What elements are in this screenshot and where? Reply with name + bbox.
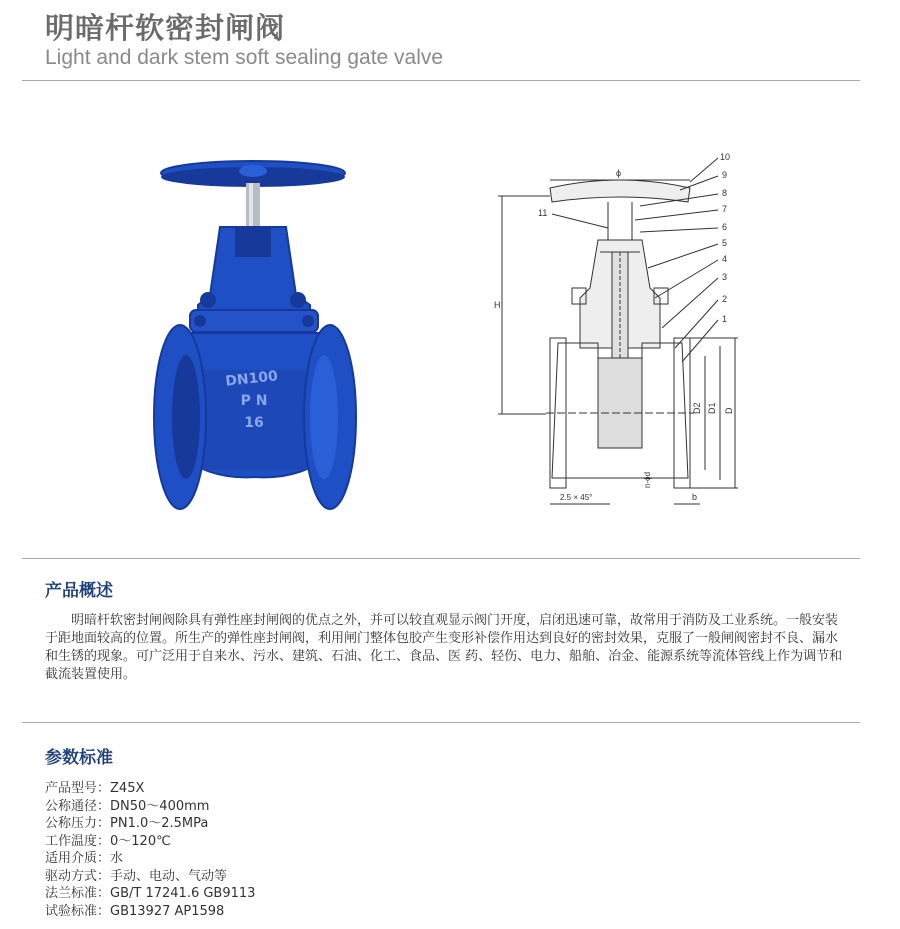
callout-label: 6 xyxy=(722,222,728,232)
param-label: 驱动方式： xyxy=(45,868,111,884)
page-title: 明暗杆软密封闸阀 xyxy=(45,11,286,45)
param-label: 产品型号： xyxy=(45,781,111,796)
dim-label: D2 xyxy=(692,402,702,414)
param-label: 公称通径： xyxy=(45,798,111,814)
param-row xyxy=(45,833,255,851)
params-list xyxy=(45,780,255,920)
casting-text: 16 xyxy=(244,415,264,431)
callout-label: 8 xyxy=(722,188,728,198)
callout-label: 5 xyxy=(722,238,728,248)
param-row xyxy=(45,850,255,868)
callout-label: 4 xyxy=(722,254,728,264)
valve-technical-drawing xyxy=(490,148,750,510)
overview-paragraph: 明暗杆软密封闸阀除具有弹性座封闸阀的优点之外，并可以较直观显示阀门开度，启闭迅速可靠，故常用于消防及工业系统。一般安装于距地面较高的位置。所生产的弹性座封闸阀，利用闸门整体包胶产生变形补偿作用达到良好的密封效果，克服了一般闸阀密封不良、漏水和生锈的现象。可广泛用于自来水、污水、建筑、石油、化工、食品、医 药、轻伤、电力、船舶、冶金、能源系统等流体管线上作为调节和截流装置使用。 xyxy=(45,613,843,682)
callout-label: 7 xyxy=(722,204,728,214)
dim-label: ϕ xyxy=(616,168,622,178)
divider xyxy=(22,558,860,559)
param-value: GB13927 AP1598 xyxy=(110,903,225,919)
param-row xyxy=(45,780,255,798)
callout-label: 2 xyxy=(722,294,728,304)
param-label: 公称压力： xyxy=(45,816,111,831)
param-label: 适用介质： xyxy=(45,851,111,866)
divider xyxy=(22,80,860,81)
param-value: DN50～400mm xyxy=(110,798,210,814)
dim-label: H xyxy=(494,300,501,310)
overview-heading: 产品概述 xyxy=(45,581,113,601)
param-row xyxy=(45,903,255,921)
params-heading: 参数标准 xyxy=(45,748,113,768)
param-value: 手动、电动、气动等 xyxy=(110,868,228,884)
param-row xyxy=(45,885,255,903)
valve-product-image xyxy=(150,155,360,515)
casting-text: P N xyxy=(240,393,268,409)
param-value: PN1.0～2.5MPa xyxy=(110,816,209,831)
param-value: GB/T 17241.6 GB9113 xyxy=(110,886,256,901)
dim-label: n-ϕd xyxy=(643,471,652,488)
param-label: 工作温度： xyxy=(45,833,111,849)
casting-text: DN100 xyxy=(224,368,279,390)
param-value: 0～120℃ xyxy=(110,833,171,849)
callout-label: 1 xyxy=(722,314,728,324)
dim-label: 2.5 × 45° xyxy=(560,493,593,502)
param-row xyxy=(45,868,255,886)
divider xyxy=(22,722,860,723)
dim-label: b xyxy=(692,492,698,502)
param-value: Z45X xyxy=(110,781,145,796)
callout-label: 3 xyxy=(722,272,728,282)
callout-label: 9 xyxy=(722,170,728,180)
callout-label: 10 xyxy=(720,152,731,162)
param-label: 法兰标准： xyxy=(45,886,111,901)
dim-label: D1 xyxy=(707,402,717,414)
param-row xyxy=(45,815,255,833)
param-label: 试验标准： xyxy=(45,903,111,919)
param-value: 水 xyxy=(110,851,124,866)
dim-label: D xyxy=(724,407,734,414)
callout-label: 11 xyxy=(538,208,548,218)
page-subtitle: Light and dark stem soft sealing gate valve xyxy=(45,46,444,69)
overview-text-block xyxy=(45,612,850,684)
param-row xyxy=(45,798,255,816)
